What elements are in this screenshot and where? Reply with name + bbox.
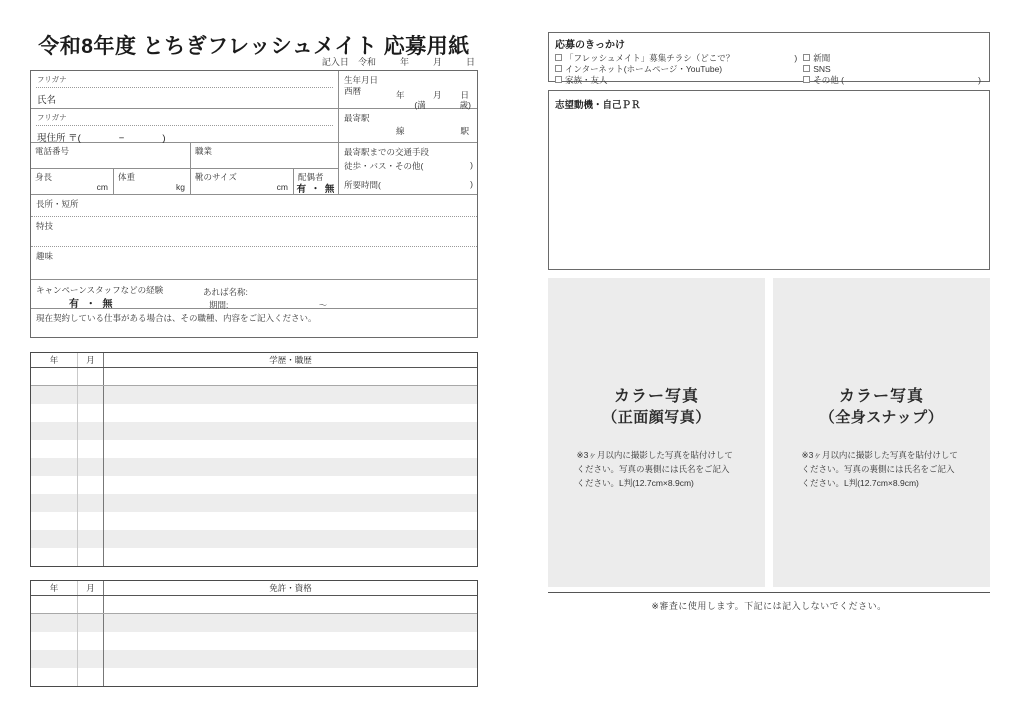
table-cell [78,422,104,440]
table-row [31,614,477,632]
table-cell [31,530,78,548]
table-cell [104,512,477,530]
height-label: 身長 [35,171,53,182]
table-cell [31,458,78,476]
special-skill-label: 特技 [36,220,54,231]
column-header: 学歴・職歴 [269,355,312,365]
weight-unit: kg [176,182,185,193]
checkbox-icon[interactable] [555,76,562,83]
weight-field [114,169,191,194]
motivation-title: 応募のきっかけ [555,40,625,51]
table-cell [31,614,78,632]
option-label: SNS [813,63,831,74]
table-cell [31,404,78,422]
table-cell [31,440,78,458]
transport-methods-label: 徒歩・バス・その他( [344,160,424,171]
table-header [31,353,477,368]
table-row [31,548,477,566]
nearest-station-field [339,109,477,142]
photo-title: カラー写真 [838,388,924,405]
motivation-row [555,52,983,63]
furigana-label: フリガナ [36,111,333,126]
strengths-label: 長所・短所 [36,199,79,210]
table-row [31,476,477,494]
table-row [31,422,477,440]
spouse-options: 有 ・ 無 [296,183,336,195]
option-label: 家族・友人 [565,74,608,85]
column-header: 月 [78,581,104,595]
table-cell [104,422,477,440]
fill-date-month: 月 [432,57,442,67]
table-row [31,632,477,650]
option-label: インターネット(ホームページ・YouTube) [565,63,723,74]
weight-label: 体重 [118,171,136,182]
motivation-box [548,32,990,85]
pr-box [548,90,990,270]
shoe-size-unit: cm [276,182,288,193]
photo-box-face [548,278,765,587]
license-table [30,580,478,687]
table-cell [78,632,104,650]
footer-note: ※審査に使用します。下記には記入しないでください。 [651,601,887,611]
table-header [31,581,477,596]
travel-time-label: 所要時間( [344,179,381,190]
campaign-label: キャンペーンスタッフなどの経験 [36,284,164,295]
option-label: 新聞 [813,52,831,63]
education-table [30,352,478,567]
spouse-field [294,169,338,194]
occupation-label: 職業 [195,145,213,156]
table-cell [78,404,104,422]
birthdate-field [339,71,477,108]
table-row [31,386,477,404]
photo-note: ※3ヶ月以内に撮影した写真を貼付けしてください。写真の裏側には氏名をご記入ください。L判(12.7cm×8.9cm) [576,449,733,488]
photo-title: カラー写真 [613,388,699,405]
table-body [31,596,477,686]
option-label: 「フレッシュメイト」募集チラシ（どこで？ [565,52,735,63]
height-unit: cm [96,182,108,193]
address-label: 現住所 〒( − ) [37,132,166,144]
column-header: 年 [31,353,78,367]
paren-close: ) [978,74,981,85]
photo-box-full-body [773,278,990,587]
table-cell [78,440,104,458]
column-header: 月 [78,353,104,367]
table-row [31,440,477,458]
line-label: 線 [396,125,405,136]
campaign-options: 有 ・ 無 [69,298,115,310]
table-cell [78,368,104,385]
table-row [31,530,477,548]
phone-label: 電話番号 [35,145,70,156]
checkbox-icon[interactable] [555,65,562,72]
phone-field [31,143,191,168]
table-cell [31,512,78,530]
table-cell [31,596,78,613]
table-cell [104,650,477,668]
table-cell [31,386,78,404]
option-label: その他 ( [813,74,844,85]
hobby-label: 趣味 [36,250,54,261]
page-title: 令和8年度 とちぎフレッシュメイト 応募用紙 [38,35,470,58]
table-cell [78,548,104,566]
calendar-label: 西暦 [344,86,362,96]
photo-subtitle: （全身スナップ） [819,408,944,426]
month-label: 月 [433,90,442,100]
station-suffix-label: 駅 [460,125,469,136]
fill-date-year: 年 [399,57,409,67]
table-row [31,494,477,512]
table-cell [78,494,104,512]
address-field [31,109,339,142]
birthdate-label: 生年月日 [344,75,379,85]
transport-field [339,143,477,194]
table-cell [104,530,477,548]
age-label: (満 歳) [414,100,471,110]
table-cell [78,614,104,632]
station-label: 最寄駅 [344,112,370,123]
table-row [31,596,477,614]
photo-note: ※3ヶ月以内に撮影した写真を貼付けしてください。写真の裏側には氏名をご記入ください。L判(12.7cm×8.9cm) [801,449,958,488]
table-row [31,368,477,386]
transport-label: 最寄駅までの交通手段 [344,146,430,157]
table-cell [31,494,78,512]
footer-divider [548,592,990,593]
paren-close: ) [794,52,798,63]
table-row [31,668,477,686]
period-tilde: 〜 [318,299,328,310]
table-cell [104,476,477,494]
table-row [31,512,477,530]
checkbox-icon[interactable] [555,54,562,61]
pr-label: 志望動機・自己ＰＲ [555,100,641,111]
current-work-note: 現在契約している仕事がある場合は、その職種、内容をご記入ください。 [36,313,317,324]
table-cell [104,632,477,650]
current-work-field [31,309,477,337]
shoe-size-label: 靴のサイズ [195,171,237,182]
table-cell [104,548,477,566]
table-row [31,650,477,668]
strengths-field [31,195,477,217]
table-cell [104,404,477,422]
hobby-field [31,247,477,280]
name-field [31,71,339,108]
table-cell [31,632,78,650]
spouse-label: 配偶者 [298,171,324,182]
special-skill-field [31,217,477,247]
fill-date-label: 記入日 [321,57,349,67]
shoe-size-field [191,169,294,194]
fill-date-era: 令和 [357,57,376,67]
campaign-period-label: 期間: [209,299,229,310]
application-form-page-2 [548,32,990,692]
table-cell [31,476,78,494]
table-cell [78,530,104,548]
table-cell [104,368,477,385]
table-cell [104,668,477,686]
table-cell [104,494,477,512]
checkbox-icon[interactable] [803,54,810,61]
table-cell [78,650,104,668]
fill-date-day: 日 [465,57,475,67]
personal-info-box [30,70,478,338]
table-cell [78,596,104,613]
table-body [31,368,477,566]
motivation-row [555,63,983,74]
table-cell [31,422,78,440]
table-cell [104,614,477,632]
campaign-name-label: あれば名称: [203,286,248,297]
paren-close: ) [470,159,473,170]
table-cell [31,668,78,686]
column-header: 免許・資格 [269,583,312,593]
table-cell [104,458,477,476]
table-cell [31,368,78,385]
name-label: 氏名 [37,95,57,106]
table-cell [104,596,477,613]
day-label: 日 [460,90,469,100]
motivation-row [555,74,983,85]
photo-subtitle: （正面顔写真） [602,408,711,426]
table-cell [104,440,477,458]
table-cell [78,386,104,404]
table-cell [78,668,104,686]
furigana-label: フリガナ [36,73,333,88]
occupation-field [191,143,338,168]
table-row [31,458,477,476]
paren-close: ) [470,178,473,189]
table-cell [31,650,78,668]
table-cell [104,386,477,404]
table-row [31,404,477,422]
height-field [31,169,114,194]
checkbox-icon[interactable] [803,65,810,72]
table-cell [31,548,78,566]
application-form-page [30,28,478,698]
campaign-experience-field [31,280,477,310]
table-cell [78,458,104,476]
photo-section [548,278,990,587]
column-header: 年 [31,581,78,595]
year-label: 年 [396,90,405,100]
checkbox-icon[interactable] [803,76,810,83]
fill-date-line [313,55,475,68]
table-cell [78,476,104,494]
table-cell [78,512,104,530]
